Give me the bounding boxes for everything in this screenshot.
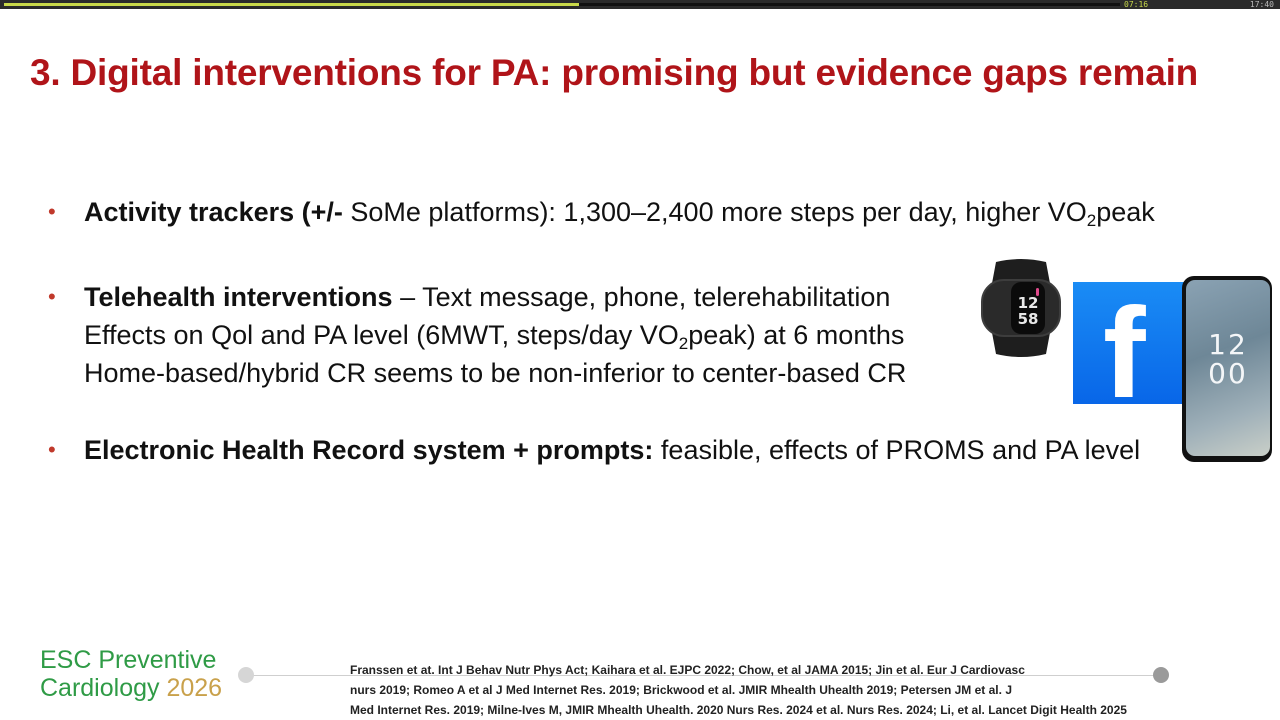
smartphone-icon [1182, 276, 1272, 462]
footer-right-knob [1153, 667, 1169, 683]
bullet-text: – Text message, phone, telerehabilitation [392, 282, 891, 312]
bullet-text: feasible, effects of PROMS and PA level [653, 435, 1141, 465]
subscript: 2 [678, 334, 689, 353]
bullet-dot: • [48, 284, 56, 309]
progress-fill [4, 3, 579, 6]
bullet-dot: • [48, 437, 56, 462]
bullet-heading: Activity trackers (+/- [84, 197, 343, 227]
esc-logo [40, 646, 222, 702]
fitness-tracker-icon [978, 258, 1064, 358]
logo-line-2: Cardiology [40, 674, 160, 702]
phone-hours: 12 [1208, 328, 1248, 361]
bullet-line-2-end: peak) at 6 months [688, 320, 905, 350]
phone-clock [1186, 330, 1270, 388]
bullet-line-3: Home-based/hybrid CR seems to be non-inferior to center-based CR [84, 358, 907, 388]
slide-title: 3. Digital interventions for PA: promising but evidence gaps remain [30, 52, 1199, 93]
logo-line-1: ESC Preventive [40, 646, 217, 674]
bullet-dot: • [48, 199, 56, 224]
bullet-text: SoMe platforms): 1,300–2,400 more steps per day, higher VO [342, 197, 1087, 227]
reference-line: nurs 2019; Romeo A et al J Med Internet Res. 2019; Brickwood et al. JMIR Mhealth Uhealth 2019; Petersen JM et al. J [350, 683, 1012, 697]
video-progress-bar[interactable] [0, 0, 1280, 9]
phone-screen [1186, 280, 1270, 456]
elapsed-time: 07:16 [1124, 0, 1149, 9]
progress-track[interactable] [4, 3, 1120, 6]
tracker-minutes: 58 [1017, 310, 1039, 328]
bullet-line-2: Effects on Qol and PA level (6MWT, steps/day VO [84, 320, 679, 350]
subscript: 2 [1086, 211, 1097, 230]
bullet-heading: Electronic Health Record system + prompts: [84, 435, 654, 465]
phone-minutes: 00 [1208, 357, 1248, 390]
references [350, 660, 1127, 720]
total-time: 17:40 [1249, 0, 1274, 9]
tracker-hours: 12 [1017, 294, 1039, 312]
facebook-glyph: f [1103, 282, 1146, 425]
reference-line: Med Internet Res. 2019; Milne-Ives M, JMIR Mhealth Uhealth. 2020 Nurs Res. 2024 et al. Nurs Res. 2024; Li, et al. Lancet Digit Health 2025 [350, 703, 1127, 717]
facebook-icon [1073, 282, 1195, 425]
footer-left-knob [238, 667, 254, 683]
bullet-heading: Telehealth interventions [84, 282, 393, 312]
logo-year: 2026 [166, 674, 223, 702]
bullet-text-end: peak [1096, 197, 1155, 227]
reference-line: Franssen et at. Int J Behav Nutr Phys Act; Kaihara et al. EJPC 2022; Chow, et al JAMA 2015; Jin et al. Eur J Cardiovasc [350, 663, 1025, 677]
